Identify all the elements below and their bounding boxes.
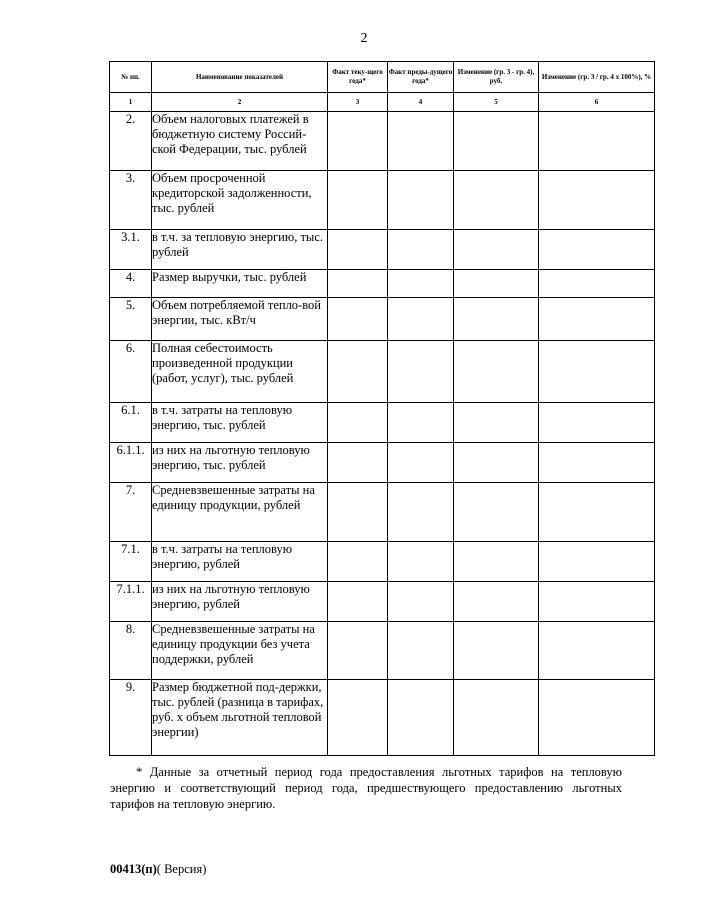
document-code-version: ( Версия): [156, 862, 207, 876]
cell-change-percent: [539, 622, 655, 680]
cell-change-rub: [454, 171, 539, 230]
row-indicator-name: Полная себестоимость произведенной продукции (работ, услуг), тыс. рублей: [152, 341, 328, 403]
cell-previous-year: [388, 230, 454, 270]
cell-current-year: [328, 171, 388, 230]
column-number: 5: [454, 93, 539, 112]
column-number: 3: [328, 93, 388, 112]
cell-change-rub: [454, 403, 539, 443]
row-indicator-name: из них на льготную тепловую энергию, тыс. рублей: [152, 443, 328, 483]
cell-previous-year: [388, 443, 454, 483]
cell-current-year: [328, 298, 388, 341]
cell-change-percent: [539, 171, 655, 230]
cell-change-rub: [454, 341, 539, 403]
table-row: [110, 341, 655, 403]
cell-current-year: [328, 270, 388, 298]
row-indicator-name: из них на льготную тепловую энергию, рублей: [152, 582, 328, 622]
cell-current-year: [328, 112, 388, 171]
table-row: [110, 622, 655, 680]
row-number: 5.: [110, 298, 152, 341]
table-row: [110, 230, 655, 270]
footnote: * Данные за отчетный период года предоставления льготных тарифов на тепловую энергию и соответствующий период года, предшествующего предоставлению льготных тарифов на тепловую энергию.: [110, 765, 622, 811]
cell-previous-year: [388, 622, 454, 680]
cell-change-percent: [539, 582, 655, 622]
row-number: 6.: [110, 341, 152, 403]
cell-change-rub: [454, 443, 539, 483]
column-numbers-row: [110, 93, 655, 112]
cell-previous-year: [388, 403, 454, 443]
cell-previous-year: [388, 112, 454, 171]
cell-previous-year: [388, 298, 454, 341]
cell-current-year: [328, 230, 388, 270]
row-number: 2.: [110, 112, 152, 171]
table-row: [110, 298, 655, 341]
cell-previous-year: [388, 680, 454, 756]
header-current-year: Факт теку-щего года*: [328, 62, 388, 93]
cell-previous-year: [388, 483, 454, 542]
row-indicator-name: в т.ч. затраты на тепловую энергию, тыс. рублей: [152, 403, 328, 443]
row-number: 7.1.1.: [110, 582, 152, 622]
cell-previous-year: [388, 341, 454, 403]
cell-change-percent: [539, 483, 655, 542]
cell-change-rub: [454, 680, 539, 756]
header-previous-year: Факт преды-дущего года*: [388, 62, 454, 93]
page-number: 2: [360, 31, 368, 46]
table-row: [110, 542, 655, 582]
cell-change-rub: [454, 582, 539, 622]
cell-change-rub: [454, 270, 539, 298]
row-number: 3.: [110, 171, 152, 230]
cell-current-year: [328, 443, 388, 483]
row-indicator-name: в т.ч. за тепловую энергию, тыс. рублей: [152, 230, 328, 270]
cell-previous-year: [388, 542, 454, 582]
cell-current-year: [328, 542, 388, 582]
cell-change-percent: [539, 270, 655, 298]
row-number: 3.1.: [110, 230, 152, 270]
row-indicator-name: Размер бюджетной под-держки, тыс. рублей (разница в тарифах, руб. х объем льготной тепловой энергии): [152, 680, 328, 756]
cell-change-percent: [539, 443, 655, 483]
cell-previous-year: [388, 171, 454, 230]
cell-change-percent: [539, 542, 655, 582]
table-row: [110, 270, 655, 298]
cell-change-percent: [539, 230, 655, 270]
column-number: 6: [539, 93, 655, 112]
cell-change-rub: [454, 230, 539, 270]
cell-change-percent: [539, 680, 655, 756]
table-row: [110, 171, 655, 230]
table-row: [110, 403, 655, 443]
row-number: 8.: [110, 622, 152, 680]
cell-change-rub: [454, 112, 539, 171]
cell-current-year: [328, 582, 388, 622]
row-indicator-name: Средневзвешенные затраты на единицу продукции, рублей: [152, 483, 328, 542]
document-code: [110, 862, 206, 877]
table-row: [110, 483, 655, 542]
row-indicator-name: Объем налоговых платежей в бюджетную систему Россий-ской Федерации, тыс. рублей: [152, 112, 328, 171]
header-name: Наименование показателей: [152, 62, 328, 93]
row-number: 6.1.1.: [110, 443, 152, 483]
row-indicator-name: Размер выручки, тыс. рублей: [152, 270, 328, 298]
cell-change-percent: [539, 298, 655, 341]
row-indicator-name: в т.ч. затраты на тепловую энергию, рублей: [152, 542, 328, 582]
row-number: 9.: [110, 680, 152, 756]
header-change-rub: Изменение (гр. 3 - гр. 4), руб.: [454, 62, 539, 93]
table-row: [110, 443, 655, 483]
table-row: [110, 582, 655, 622]
column-number: 1: [110, 93, 152, 112]
cell-current-year: [328, 483, 388, 542]
cell-current-year: [328, 403, 388, 443]
indicators-table: [109, 61, 655, 756]
cell-previous-year: [388, 270, 454, 298]
column-number: 4: [388, 93, 454, 112]
table-row: [110, 680, 655, 756]
header-row: [110, 62, 655, 93]
cell-current-year: [328, 680, 388, 756]
header-change-percent: Изменение (гр. 3 / гр. 4 х 100%), %: [539, 62, 655, 93]
cell-previous-year: [388, 582, 454, 622]
cell-change-rub: [454, 483, 539, 542]
header-num: № пп.: [110, 62, 152, 93]
cell-change-rub: [454, 622, 539, 680]
table-row: [110, 112, 655, 171]
row-number: 6.1.: [110, 403, 152, 443]
row-number: 4.: [110, 270, 152, 298]
cell-change-percent: [539, 112, 655, 171]
cell-change-percent: [539, 403, 655, 443]
row-number: 7.1.: [110, 542, 152, 582]
cell-change-rub: [454, 542, 539, 582]
row-number: 7.: [110, 483, 152, 542]
row-indicator-name: Объем потребляемой тепло-вой энергии, тыс. кВт/ч: [152, 298, 328, 341]
cell-change-percent: [539, 341, 655, 403]
cell-change-rub: [454, 298, 539, 341]
cell-current-year: [328, 622, 388, 680]
row-indicator-name: Средневзвешенные затраты на единицу продукции без учета поддержки, рублей: [152, 622, 328, 680]
cell-current-year: [328, 341, 388, 403]
row-indicator-name: Объем просроченной кредиторской задолженности, тыс. рублей: [152, 171, 328, 230]
column-number: 2: [152, 93, 328, 112]
document-code-number: 00413(п): [110, 862, 157, 876]
